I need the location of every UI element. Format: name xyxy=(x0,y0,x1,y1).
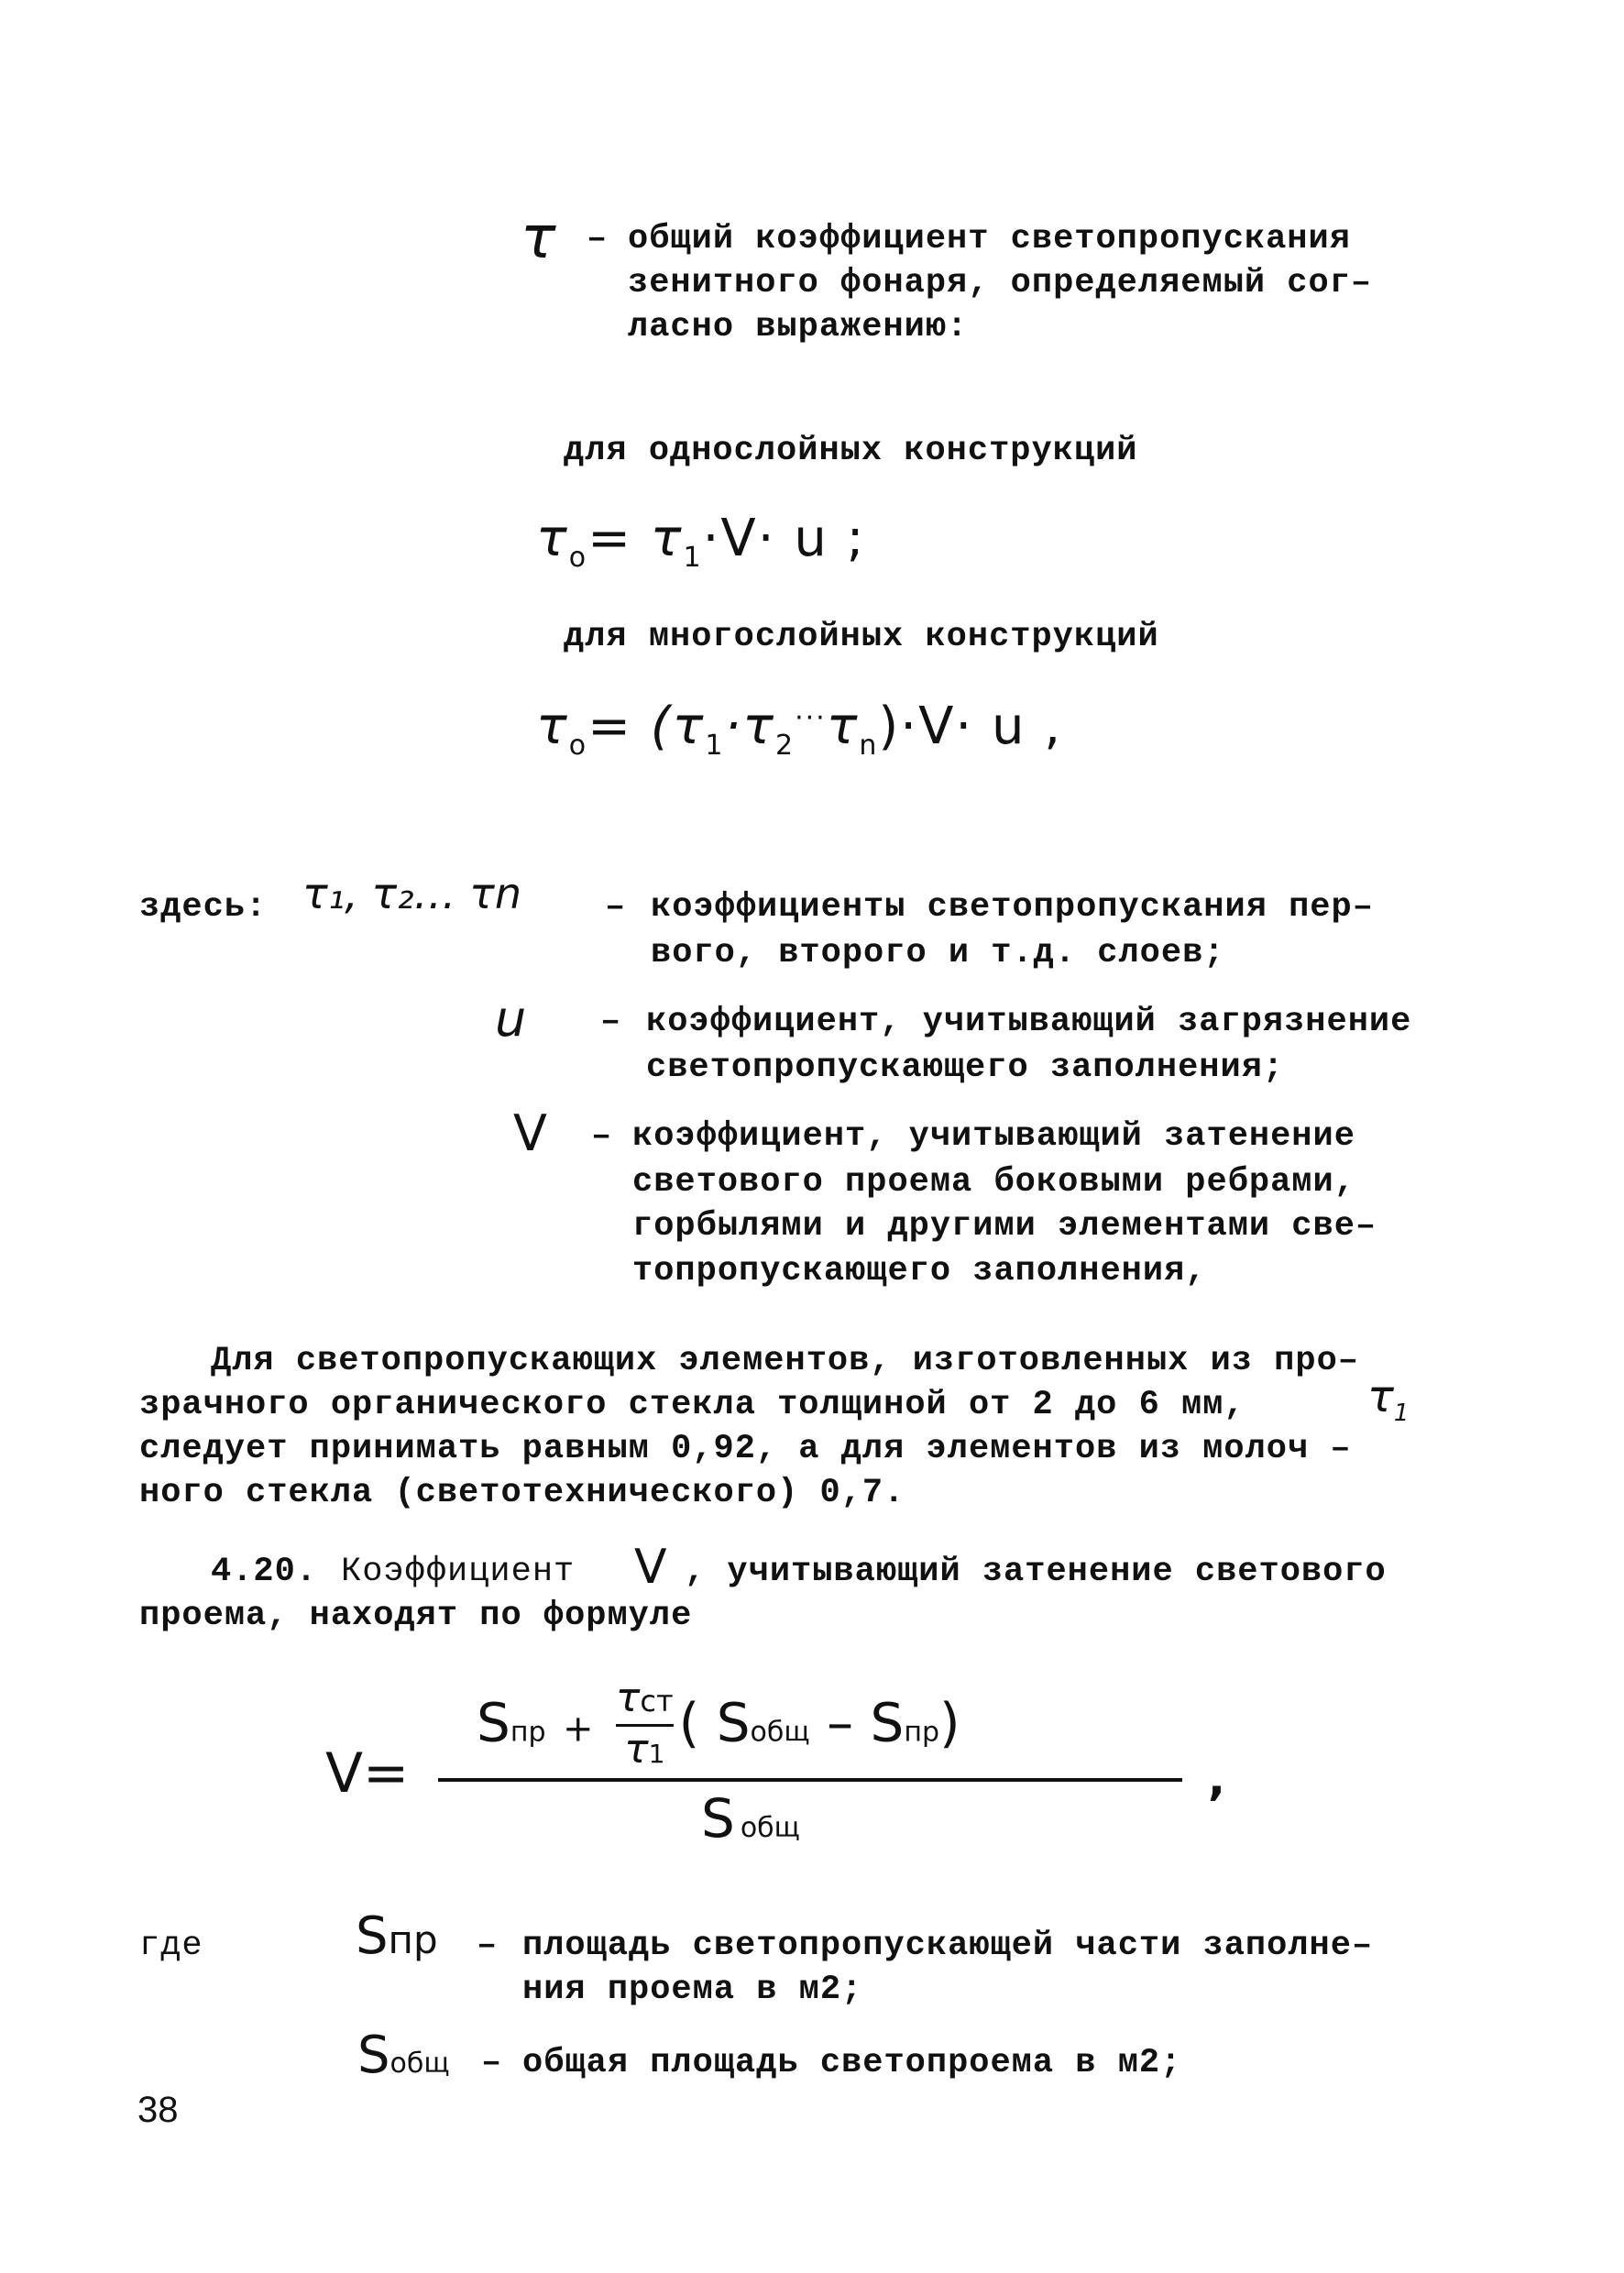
tau-ratio-denominator xyxy=(616,1726,674,1775)
where-item-taus-line-1: коэффициенты светопропускания пер– xyxy=(651,888,1374,927)
formula-tau1-sub: 1 xyxy=(683,542,703,574)
minus-s-pr: – S xyxy=(809,1691,905,1754)
formula-tau0: τ xyxy=(536,697,569,756)
v-formula-denominator xyxy=(701,1787,800,1850)
v-formula-fraction-bar xyxy=(438,1778,1182,1782)
formula-taun-sub: n xyxy=(859,730,879,762)
section-v-symbol: V xyxy=(634,1540,667,1595)
formula-dots: ··· xyxy=(795,702,827,734)
where-item-u-symbol: u xyxy=(495,990,527,1048)
section-line1-b: , учитывающий затенение светового xyxy=(685,1553,1387,1591)
paren-open-s-total: ( S xyxy=(678,1691,751,1754)
gde-item-s-total-line-1: общая площадь светопроема в м2; xyxy=(522,2044,1182,2082)
materials-tau1-sub: 1 xyxy=(1393,1400,1410,1427)
formula-tau2: ·τ xyxy=(724,697,775,756)
where-item-v-line-4: топропускающего заполнения, xyxy=(632,1252,1207,1290)
s-pr2-sub: пр xyxy=(904,1716,940,1749)
materials-line-4: ного стекла (светотехнического) 0,7. xyxy=(139,1474,905,1512)
tau-definition-line-3: ласно выражению: xyxy=(628,308,969,346)
v-formula-lhs: V= xyxy=(325,1741,410,1806)
where-item-u-dash: – xyxy=(600,1003,622,1041)
v-formula-trailing-comma: , xyxy=(1208,1752,1225,1806)
where-item-taus-symbol: τ₁, τ₂… τn xyxy=(302,869,521,918)
formula-tau0-sub: o xyxy=(568,730,588,762)
single-layer-formula xyxy=(536,509,865,574)
formula-eq-tau1: = τ xyxy=(587,509,684,568)
tau-definition-line-1: общий коэффициент светопропускания xyxy=(628,220,1351,258)
formula-taun: τ xyxy=(826,697,860,756)
gde-item-s-pr-symbol xyxy=(356,1906,438,1966)
where-prefix: здесь: xyxy=(139,888,268,927)
materials-tau1-symbol: τ xyxy=(1367,1371,1394,1422)
tau-st-sub: ст xyxy=(640,1684,674,1718)
num-s-pr: S xyxy=(477,1691,510,1754)
where-item-v-symbol: V xyxy=(513,1104,547,1162)
gde-item-s-pr-line-2: ния проема в м2; xyxy=(522,1971,863,2009)
materials-tau1 xyxy=(1367,1371,1409,1427)
where-item-u-line-1: коэффициент, учитывающий загрязнение xyxy=(646,1003,1412,1041)
page-number: 38 xyxy=(137,2090,179,2130)
s-total-sub: общ xyxy=(750,1716,810,1749)
s-total-symbol-sub: общ xyxy=(390,2048,450,2080)
paren-close: ) xyxy=(939,1691,960,1754)
s-total-symbol: S xyxy=(357,2026,390,2085)
where-item-u-line-2: светопропускающего заполнения; xyxy=(646,1049,1285,1087)
gde-item-s-total-symbol xyxy=(357,2026,450,2085)
v-formula-numerator xyxy=(477,1677,960,1775)
tau-definition-dash: – xyxy=(587,220,609,258)
den-s: S xyxy=(701,1787,735,1850)
gde-item-s-pr-line-1: площадь светопропускающей части заполне– xyxy=(522,1927,1374,1965)
tau-definition-line-2: зенитного фонаря, определяемый сог– xyxy=(628,264,1373,302)
multi-layer-label: для многослойных конструкций xyxy=(564,618,1159,656)
tau-symbol: τ xyxy=(521,204,556,272)
tau-1-sub: 1 xyxy=(648,1739,665,1769)
tau-1: τ xyxy=(624,1726,649,1773)
single-layer-label: для однослойных конструкций xyxy=(564,432,1138,470)
materials-line-1: Для светопропускающих элементов, изготовленных из про– xyxy=(211,1342,1359,1380)
where-item-v-line-2: светового проема боковыми ребрами, xyxy=(632,1163,1355,1202)
gde-item-s-pr-dash: – xyxy=(477,1927,499,1965)
tau-ratio-numerator xyxy=(616,1677,674,1722)
s-pr-symbol-sub: пр xyxy=(388,1917,438,1962)
gde-prefix: где xyxy=(139,1927,203,1965)
section-number: 4.20. xyxy=(211,1553,318,1591)
formula-tau0-sub: o xyxy=(568,542,588,574)
where-item-v-line-1: коэффициент, учитывающий затенение xyxy=(632,1117,1355,1156)
tau-ratio xyxy=(616,1677,674,1775)
where-item-v-dash: – xyxy=(591,1117,613,1156)
tau-st: τ xyxy=(615,1675,641,1721)
den-s-sub: общ xyxy=(740,1812,800,1844)
section-line2: проема, находят по формуле xyxy=(139,1597,693,1635)
materials-line-3: следует принимать равным 0,92, а для элементов из молоч – xyxy=(139,1430,1352,1468)
formula-open-tau1: = (τ xyxy=(587,697,706,756)
num-s-pr-sub: пр xyxy=(510,1716,546,1749)
multi-layer-formula xyxy=(536,697,1062,762)
s-pr-symbol: S xyxy=(356,1906,389,1966)
gde-item-s-total-dash: – xyxy=(481,2044,503,2082)
formula-tau1-sub: 1 xyxy=(705,730,725,762)
formula-tau2-sub: 2 xyxy=(774,730,796,762)
num-plus: + xyxy=(562,1707,594,1751)
formula-rest: ·V· u ; xyxy=(702,509,866,568)
materials-line-2: зрачного органического стекла толщиной от 2 до 6 мм, xyxy=(139,1386,1245,1424)
where-item-v-line-3: горбылями и другими элементами све– xyxy=(632,1207,1377,1246)
where-item-taus-line-2: вого, второго и т.д. слоев; xyxy=(651,934,1225,972)
formula-tau0: τ xyxy=(536,509,569,568)
section-line1-a: Коэффициент xyxy=(341,1553,576,1591)
formula-rest: )·V· u , xyxy=(878,697,1063,756)
where-item-taus-dash: – xyxy=(605,888,627,927)
